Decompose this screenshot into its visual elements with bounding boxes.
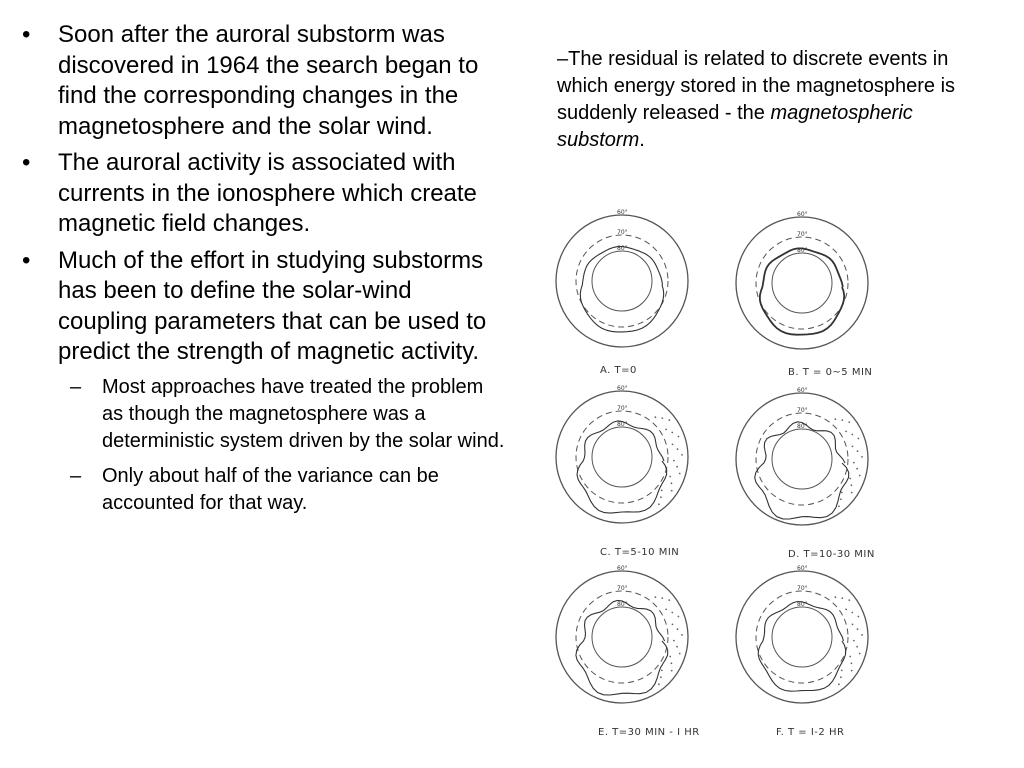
diffuse-aurora-dot [671, 670, 673, 672]
diffuse-aurora-dot [673, 640, 675, 642]
bullet-text: The auroral activity is associated with currents in the ionosphere which create magnetic field changes. [58, 149, 477, 237]
sub-bullet-text: Most approaches have treated the problem as though the magnetosphere was a deterministic system driven by the solar wind. [102, 375, 505, 452]
substorm-figure [540, 205, 910, 750]
latitude-label: 80° [797, 247, 808, 254]
diffuse-aurora-dot [852, 624, 854, 626]
diffuse-aurora-dot [858, 616, 860, 618]
auroral-oval [755, 422, 849, 519]
diffuse-aurora-dot [841, 597, 843, 599]
diffuse-aurora-dot [678, 436, 680, 438]
latitude-circle-80 [592, 607, 652, 667]
diffuse-aurora-dot [853, 640, 855, 642]
latitude-label: 70° [617, 405, 628, 412]
auroral-oval [758, 602, 846, 692]
diffuse-aurora-dot [835, 418, 837, 420]
left-text-column [22, 20, 507, 525]
panel-caption: E. T=30 MIN - I HR [598, 727, 700, 738]
diffuse-aurora-dot [838, 505, 840, 507]
substorm-diagram [540, 205, 910, 750]
bullet-item [22, 20, 507, 142]
diffuse-aurora-dot [658, 503, 660, 505]
diffuse-aurora-dot [852, 446, 854, 448]
diffuse-aurora-dot [655, 596, 657, 598]
diffuse-aurora-dot [668, 419, 670, 421]
diffuse-aurora-dot [677, 448, 679, 450]
diffuse-aurora-dot [669, 476, 671, 478]
latitude-label: 80° [617, 601, 628, 608]
diffuse-aurora-dot [841, 670, 843, 672]
diffuse-aurora-dot [655, 416, 657, 418]
diffuse-aurora-dot [676, 466, 678, 468]
diffuse-aurora-dot [845, 431, 847, 433]
bullet-item [22, 246, 507, 368]
diffuse-aurora-dot [669, 656, 671, 658]
latitude-circle-80 [772, 607, 832, 667]
diffuse-aurora-dot [671, 490, 673, 492]
diffuse-aurora-dot [835, 596, 837, 598]
diffuse-aurora-dot [858, 438, 860, 440]
diffuse-aurora-dot [658, 683, 660, 685]
bullet-text: Much of the effort in studying substorms has been to define the solar-wind coupling parameters that can be used to predict the strength of magnetic activity. [58, 246, 487, 365]
latitude-label: 60° [797, 387, 808, 394]
right-text-emphasis: magnetospheric substorm [557, 102, 913, 151]
latitude-circle-80 [592, 427, 652, 487]
diffuse-aurora-dot [859, 653, 861, 655]
diffuse-aurora-dot [851, 484, 853, 486]
latitude-label: 60° [797, 211, 808, 218]
panel-caption: D. T=10-30 MIN [788, 549, 875, 560]
sub-bullet-item [22, 463, 507, 517]
diffuse-aurora-dot [849, 656, 851, 658]
diffuse-aurora-dot [679, 653, 681, 655]
auroral-oval [760, 248, 844, 334]
right-text-block [557, 46, 1002, 154]
diffuse-aurora-dot [841, 419, 843, 421]
bullet-text: Soon after the auroral substorm was discovered in 1964 the search began to find the corresponding changes in the magnetosphere and the solar wind. [58, 21, 479, 140]
panel-caption: F. T = I-2 HR [776, 727, 845, 738]
diffuse-aurora-dot [677, 628, 679, 630]
diffuse-aurora-dot [851, 492, 853, 494]
diffuse-aurora-dot [665, 429, 667, 431]
dash-marker: – [70, 464, 82, 487]
diffuse-aurora-dot [678, 616, 680, 618]
diffuse-aurora-dot [845, 609, 847, 611]
diffuse-aurora-dot [660, 676, 662, 678]
diffuse-aurora-dot [681, 454, 683, 456]
latitude-label: 70° [617, 585, 628, 592]
latitude-label: 80° [797, 601, 808, 608]
diffuse-aurora-dot [661, 670, 663, 672]
diffuse-aurora-dot [848, 421, 850, 423]
panel-caption: A. T=0 [600, 365, 637, 376]
diffuse-aurora-dot [661, 490, 663, 492]
diffuse-aurora-dot [851, 670, 853, 672]
diffuse-aurora-dot [853, 462, 855, 464]
right-text-lead: –The residual is related to discrete events in which energy stored in the magnetosphere is suddenly released - the [557, 48, 956, 124]
diffuse-aurora-dot [838, 683, 840, 685]
right-text-tail: . [639, 129, 645, 151]
diffuse-aurora-dot [851, 612, 853, 614]
latitude-label: 60° [797, 565, 808, 572]
diffuse-aurora-dot [856, 468, 858, 470]
dash-marker: – [70, 375, 82, 398]
latitude-circle-80 [772, 253, 832, 313]
diffuse-aurora-dot [660, 496, 662, 498]
diffuse-aurora-dot [679, 473, 681, 475]
latitude-label: 80° [797, 423, 808, 430]
diffuse-aurora-dot [672, 624, 674, 626]
latitude-circle-80 [772, 429, 832, 489]
diffuse-aurora-dot [672, 444, 674, 446]
latitude-label: 70° [797, 585, 808, 592]
panel-caption: C. T=5-10 MIN [600, 547, 680, 558]
diffuse-aurora-dot [671, 662, 673, 664]
diffuse-aurora-dot [673, 460, 675, 462]
diffuse-aurora-dot [856, 646, 858, 648]
diffuse-aurora-dot [861, 456, 863, 458]
diffuse-aurora-dot [671, 482, 673, 484]
auroral-oval [576, 600, 668, 695]
diffuse-aurora-dot [668, 599, 670, 601]
bullet-marker: • [22, 149, 31, 176]
panel-caption: B. T = 0~5 MIN [788, 367, 873, 378]
latitude-label: 70° [797, 231, 808, 238]
diffuse-aurora-dot [676, 646, 678, 648]
diffuse-aurora-dot [665, 609, 667, 611]
diffuse-aurora-dot [661, 417, 663, 419]
diffuse-aurora-dot [681, 634, 683, 636]
diffuse-aurora-dot [840, 498, 842, 500]
diffuse-aurora-dot [851, 662, 853, 664]
latitude-label: 80° [617, 245, 628, 252]
latitude-label: 70° [617, 229, 628, 236]
diffuse-aurora-dot [857, 450, 859, 452]
diffuse-aurora-dot [671, 612, 673, 614]
latitude-label: 60° [617, 385, 628, 392]
latitude-label: 60° [617, 565, 628, 572]
sub-bullet-item [22, 374, 507, 455]
latitude-circle-80 [592, 251, 652, 311]
sub-bullet-text: Only about half of the variance can be accounted for that way. [102, 464, 439, 514]
bullet-item [22, 148, 507, 240]
diffuse-aurora-dot [848, 599, 850, 601]
diffuse-aurora-dot [841, 492, 843, 494]
bullet-marker: • [22, 246, 31, 274]
diffuse-aurora-dot [671, 432, 673, 434]
diffuse-aurora-dot [661, 597, 663, 599]
diffuse-aurora-dot [859, 475, 861, 477]
auroral-oval [577, 421, 667, 513]
latitude-label: 60° [617, 209, 628, 216]
latitude-label: 80° [617, 421, 628, 428]
diffuse-aurora-dot [849, 478, 851, 480]
bullet-marker: • [22, 21, 31, 48]
diffuse-aurora-dot [851, 434, 853, 436]
diffuse-aurora-dot [840, 676, 842, 678]
latitude-label: 70° [797, 407, 808, 414]
diffuse-aurora-dot [857, 628, 859, 630]
diffuse-aurora-dot [861, 634, 863, 636]
